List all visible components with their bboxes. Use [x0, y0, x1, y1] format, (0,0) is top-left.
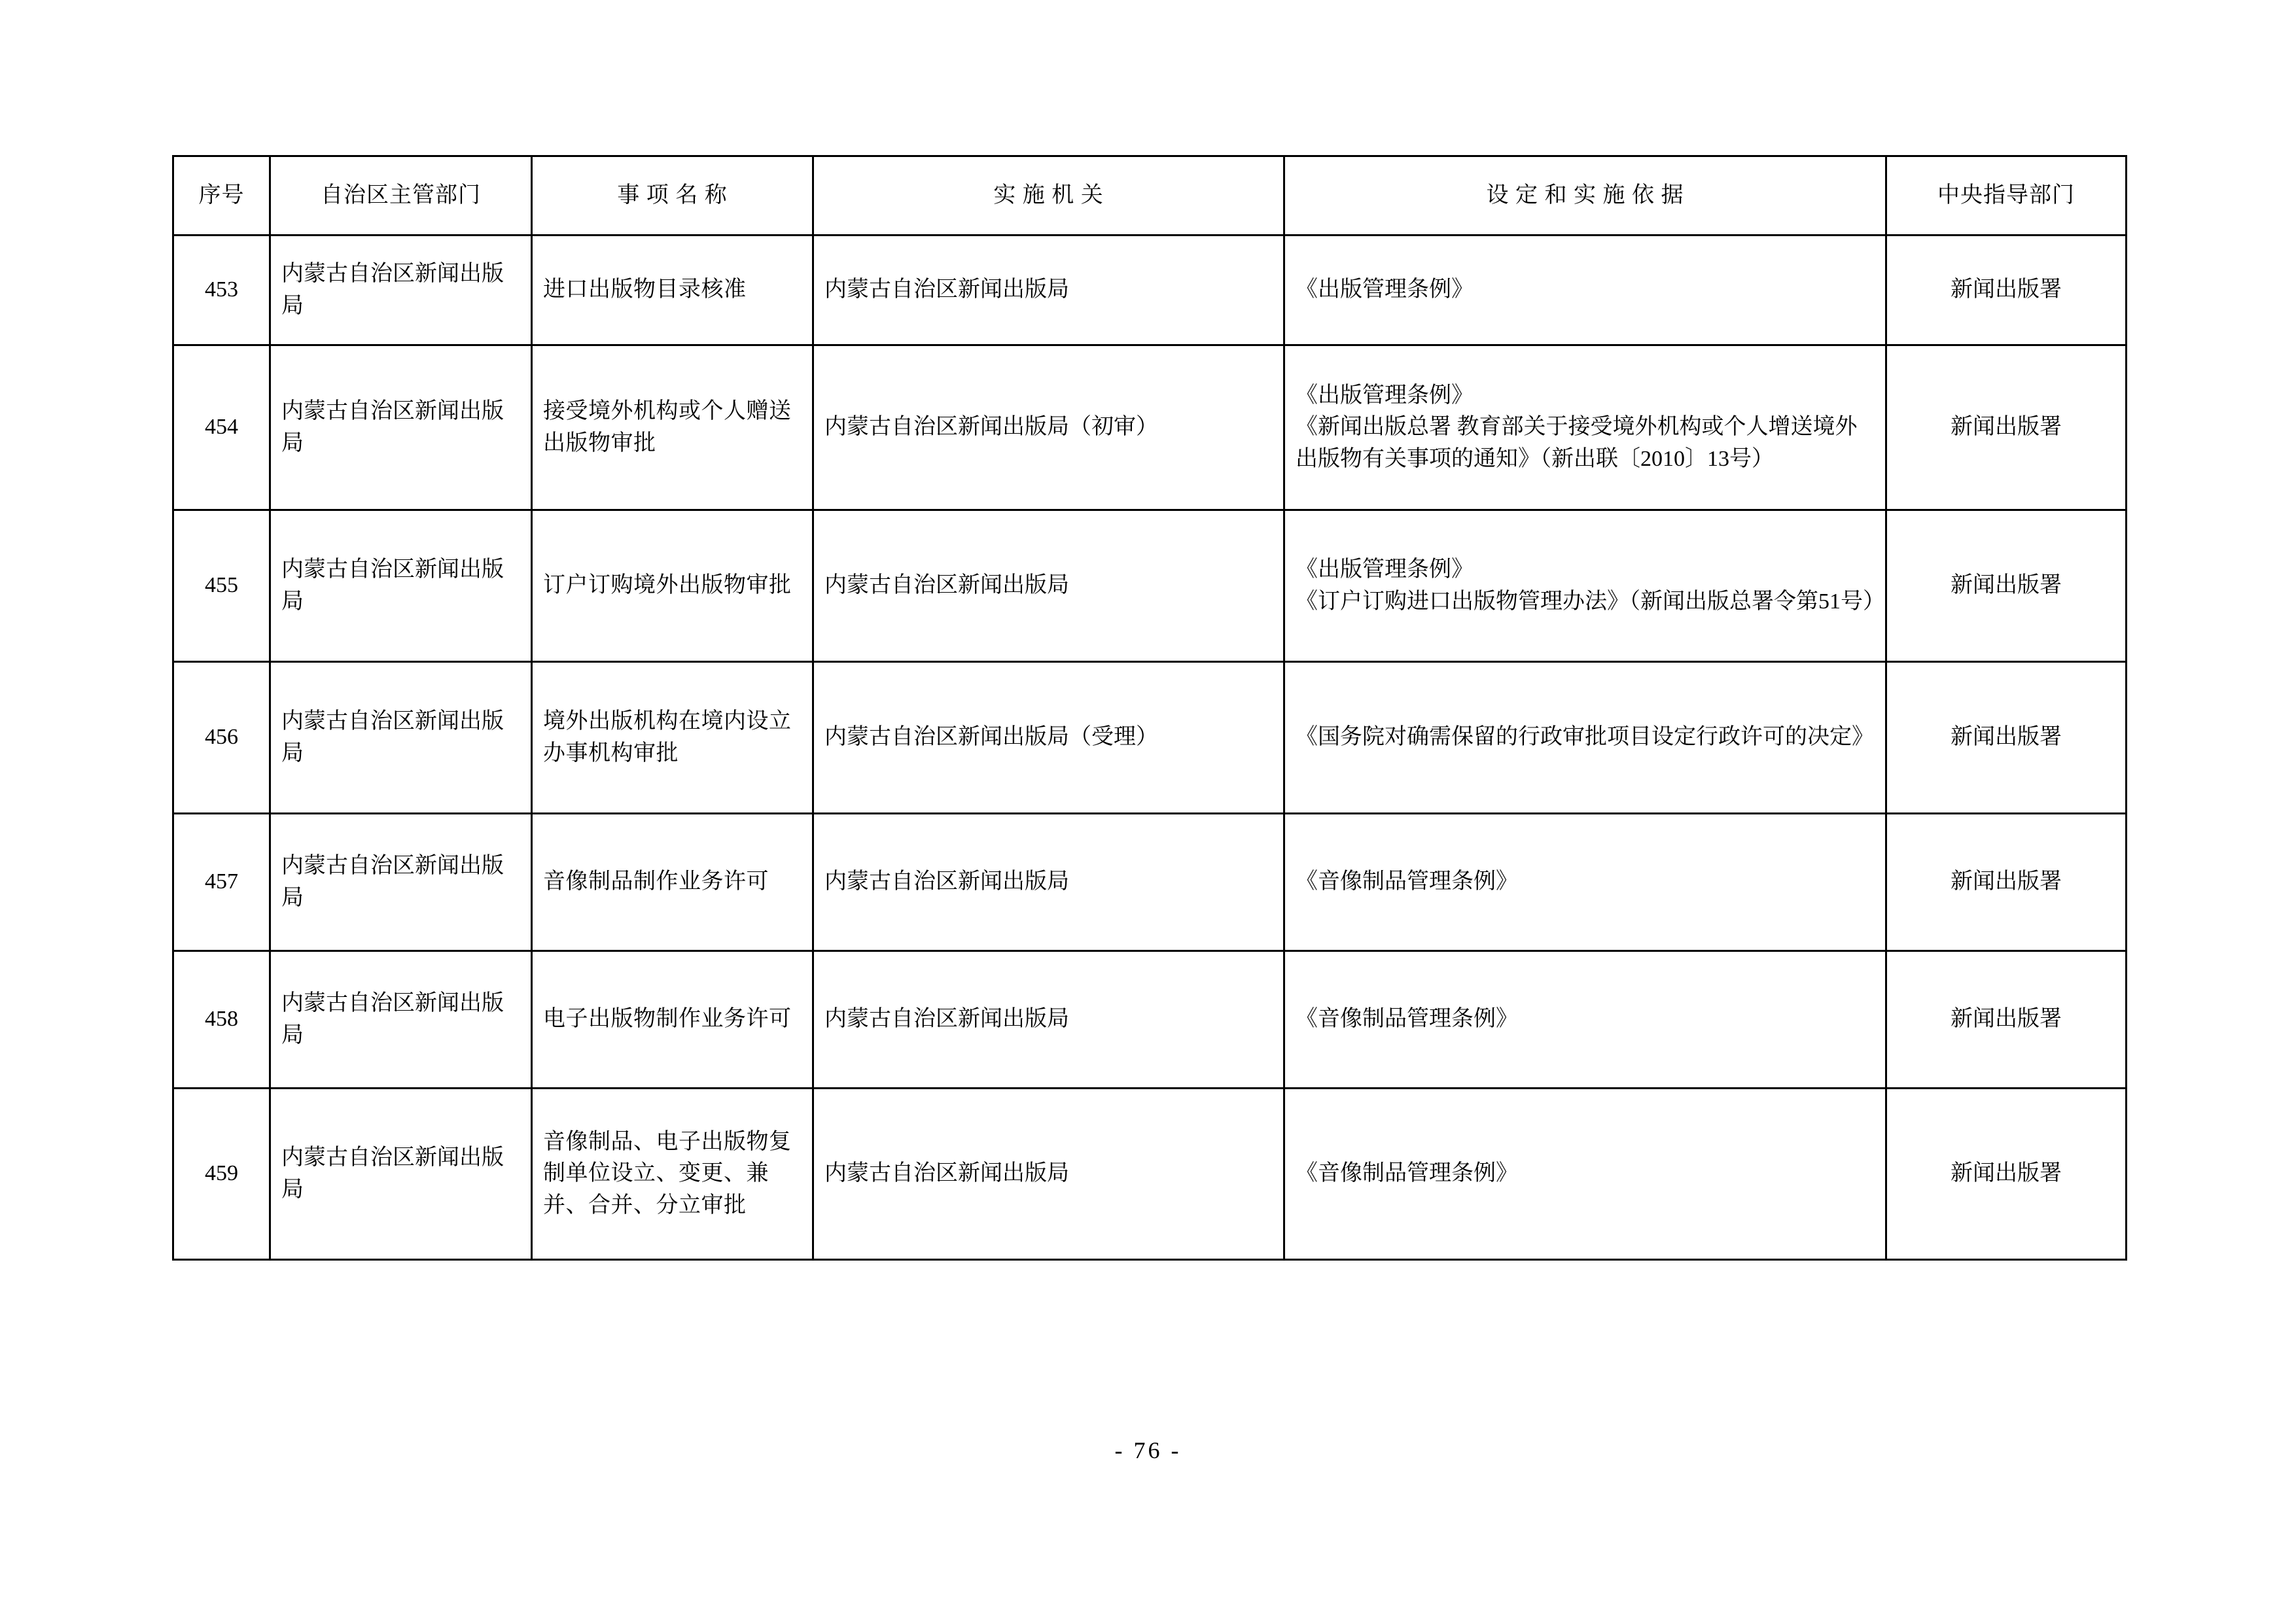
column-header-basis: 设 定 和 实 施 依 据 [1284, 156, 1886, 236]
cell-basis [1284, 236, 1886, 345]
cell-department: 内蒙古自治区新闻出版局 [270, 345, 532, 510]
cell-implementing-organ: 内蒙古自治区新闻出版局 [813, 236, 1284, 345]
cell-item-name: 境外出版机构在境内设立办事机构审批 [532, 662, 813, 814]
basis-line: 《新闻出版总署 教育部关于接受境外机构或个人增送境外出版物有关事项的通知》（新出联〔2010〕13号） [1296, 415, 1858, 471]
cell-implementing-organ: 内蒙古自治区新闻出版局 [813, 1089, 1284, 1260]
cell-seq: 456 [173, 662, 270, 814]
basis-line: 《音像制品管理条例》 [1296, 869, 1518, 894]
cell-central-department: 新闻出版署 [1886, 951, 2127, 1089]
cell-basis [1284, 814, 1886, 951]
cell-central-department: 新闻出版署 [1886, 1089, 2127, 1260]
cell-item-name: 音像制品、电子出版物复制单位设立、变更、兼并、合并、分立审批 [532, 1089, 813, 1260]
cell-seq: 454 [173, 345, 270, 510]
cell-seq: 453 [173, 236, 270, 345]
cell-seq: 457 [173, 814, 270, 951]
basis-line: 《出版管理条例》 [1296, 277, 1474, 302]
table-row [173, 814, 2127, 951]
table-row [173, 951, 2127, 1089]
table-row [173, 1089, 2127, 1260]
cell-department: 内蒙古自治区新闻出版局 [270, 662, 532, 814]
basis-line: 《国务院对确需保留的行政审批项目设定行政许可的决定》 [1296, 725, 1874, 750]
cell-department: 内蒙古自治区新闻出版局 [270, 951, 532, 1089]
cell-basis [1284, 1089, 1886, 1260]
cell-item-name: 订户订购境外出版物审批 [532, 510, 813, 662]
table-row [173, 236, 2127, 345]
cell-seq: 459 [173, 1089, 270, 1260]
cell-implementing-organ: 内蒙古自治区新闻出版局 [813, 951, 1284, 1089]
table-row [173, 662, 2127, 814]
cell-department: 内蒙古自治区新闻出版局 [270, 236, 532, 345]
cell-department: 内蒙古自治区新闻出版局 [270, 1089, 532, 1260]
cell-central-department: 新闻出版署 [1886, 662, 2127, 814]
cell-department: 内蒙古自治区新闻出版局 [270, 510, 532, 662]
table-body [173, 236, 2127, 1260]
basis-line: 《出版管理条例》 [1296, 557, 1474, 582]
cell-basis [1284, 951, 1886, 1089]
basis-line: 《订户订购进口出版物管理办法》（新闻出版总署令第51号） [1296, 589, 1885, 614]
cell-basis [1284, 662, 1886, 814]
cell-central-department: 新闻出版署 [1886, 814, 2127, 951]
basis-line: 《音像制品管理条例》 [1296, 1007, 1518, 1032]
basis-line: 《音像制品管理条例》 [1296, 1161, 1518, 1186]
column-header-item-name: 事 项 名 称 [532, 156, 813, 236]
table-header-row [173, 156, 2127, 236]
basis-line: 《出版管理条例》 [1296, 383, 1474, 408]
cell-item-name: 电子出版物制作业务许可 [532, 951, 813, 1089]
cell-item-name: 进口出版物目录核准 [532, 236, 813, 345]
cell-seq: 455 [173, 510, 270, 662]
column-header-implementing-organ: 实 施 机 关 [813, 156, 1284, 236]
cell-implementing-organ: 内蒙古自治区新闻出版局（受理） [813, 662, 1284, 814]
cell-implementing-organ: 内蒙古自治区新闻出版局 [813, 814, 1284, 951]
cell-central-department: 新闻出版署 [1886, 345, 2127, 510]
table-row [173, 345, 2127, 510]
cell-basis [1284, 345, 1886, 510]
cell-implementing-organ: 内蒙古自治区新闻出版局（初审） [813, 345, 1284, 510]
cell-seq: 458 [173, 951, 270, 1089]
cell-central-department: 新闻出版署 [1886, 236, 2127, 345]
cell-item-name: 音像制品制作业务许可 [532, 814, 813, 951]
table-header [173, 156, 2127, 236]
cell-department: 内蒙古自治区新闻出版局 [270, 814, 532, 951]
page-number: - 76 - [1114, 1437, 1182, 1463]
column-header-central-department: 中央指导部门 [1886, 156, 2127, 236]
cell-basis [1284, 510, 1886, 662]
cell-item-name: 接受境外机构或个人赠送出版物审批 [532, 345, 813, 510]
column-header-department: 自治区主管部门 [270, 156, 532, 236]
administrative-items-table [172, 155, 2127, 1261]
table-row [173, 510, 2127, 662]
column-header-seq: 序号 [173, 156, 270, 236]
cell-implementing-organ: 内蒙古自治区新闻出版局 [813, 510, 1284, 662]
cell-central-department: 新闻出版署 [1886, 510, 2127, 662]
